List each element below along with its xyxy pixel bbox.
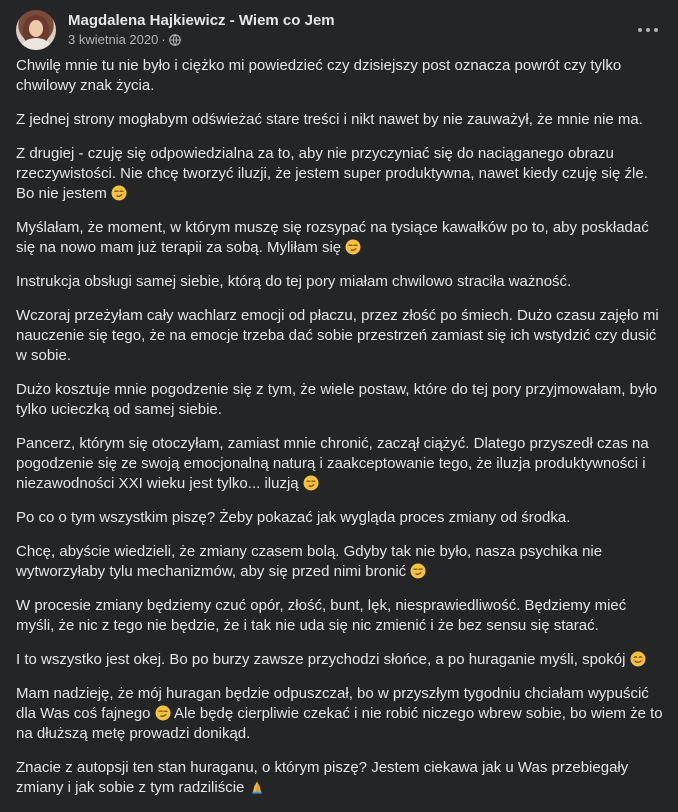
smirk-face-emoji-icon <box>410 563 426 579</box>
post-paragraph <box>16 218 664 258</box>
paragraph-text: Dużo kosztuje mnie pogodzenie się z tym, że wiele postaw, które do tej pory przyjmowałam, było tylko ucieczką od samej siebie. <box>16 381 658 418</box>
paragraph-text: Chcę, abyście wiedzieli, że zmiany czasem bolą. Gdyby tak nie było, nasza psychika nie wytworzyłaby tylu mechanizmów, aby się przed nimi bronić <box>16 543 603 580</box>
paragraph-text: I to wszystko jest okej. Bo po burzy zawsze przychodzi słońce, a po huraganie myśli, spokój <box>16 651 626 668</box>
paragraph-text: Mam nadzieję, że mój huragan będzie odpuszczał, bo w przyszłym tygodniu chciałam wypuścić dla Was coś fajnego <box>16 685 649 722</box>
paragraph-text: Po co o tym wszystkim piszę? Żeby pokazać jak wygląda proces zmiany od środka. <box>16 509 571 526</box>
paragraph-text: Chwilę mnie tu nie było i ciężko mi powiedzieć czy dzisiejszy post oznacza powrót czy tylko chwilowy znak życia. <box>16 57 622 94</box>
post-paragraph <box>16 508 664 528</box>
more-options-button[interactable] <box>630 12 666 48</box>
smirk-face-emoji-icon <box>303 475 319 491</box>
post-content <box>16 56 664 812</box>
post-paragraph <box>16 380 664 420</box>
paragraph-text: Myślałam, że moment, w którym muszę się rozsypać na tysiące kawałków po to, aby poskładać się na nowo mam już terapii za sobą. Myliłam się <box>16 219 649 256</box>
post-paragraph <box>16 758 664 798</box>
smirk-face-emoji-icon <box>345 239 361 255</box>
author-avatar[interactable] <box>16 10 56 50</box>
post-paragraph <box>16 272 664 292</box>
post-paragraph <box>16 144 664 204</box>
folded-hands-emoji-icon <box>249 779 265 795</box>
post-paragraph <box>16 596 664 636</box>
paragraph-text: Pancerz, którym się otoczyłam, zamiast mnie chronić, zaczął ciążyć. Dlatego przyszedł czas na pogodzenie się ze swoją emocjonalną naturą i zaakceptowanie tego, że iluzja produktywności i niezawodności XXI wieku jest tylko... iluzją <box>16 435 649 492</box>
paragraph-text: Z jednej strony mogłabym odświeżać stare treści i nikt nawet by nie zauważył, że mnie nie ma. <box>16 111 643 128</box>
paragraph-text: Instrukcja obsługi samej siebie, którą do tej pory miałam chwilowo straciła ważność. <box>16 273 572 290</box>
post-paragraph <box>16 650 664 670</box>
smirk-face-emoji-icon <box>155 705 171 721</box>
smiling-face-emoji-icon <box>630 651 646 667</box>
globe-icon[interactable] <box>169 34 181 46</box>
post-meta <box>68 32 181 47</box>
post-paragraph <box>16 542 664 582</box>
post-header <box>16 10 666 50</box>
paragraph-text: W procesie zmiany będziemy czuć opór, złość, bunt, lęk, niesprawiedliwość. Będziemy mieć myśli, że nic z tego nie będzie, że i tak nie uda się nic zmienić i że bez sensu się starać. <box>16 597 627 634</box>
paragraph-text: Znacie z autopsji ten stan huraganu, o którym piszę? Jestem ciekawa jak u Was przebiegały zmiany i jak sobie z tym radziliście <box>16 759 629 796</box>
paragraph-text-continued: Ale będę cierpliwie czekać i nie robić niczego wbrew sobie, bo wiem że to na dłuższą metę prowadzi donikąd. <box>16 705 663 742</box>
post-paragraph <box>16 434 664 494</box>
more-horizontal-icon <box>638 28 642 32</box>
post-paragraph <box>16 684 664 744</box>
author-name[interactable]: Magdalena Hajkiewicz - Wiem co Jem <box>68 12 335 29</box>
post-paragraph <box>16 56 664 96</box>
post-paragraph <box>16 306 664 366</box>
post-date[interactable]: 3 kwietnia 2020 <box>68 32 159 47</box>
paragraph-text: Z drugiej - czuję się odpowiedzialna za to, aby nie przyczyniać się do naciąganego obrazu rzeczywistości. Nie chcę tworzyć iluzji, że jestem super produktywna, nawet kiedy czuję się źle. Bo nie jestem <box>16 145 648 202</box>
post-paragraph <box>16 110 664 130</box>
smirk-face-emoji-icon <box>111 185 127 201</box>
meta-separator: · <box>161 32 166 47</box>
paragraph-text: Wczoraj przeżyłam cały wachlarz emocji od płaczu, przez złość po śmiech. Dużo czasu zajęło mi nauczenie się tego, że na emocje trzeba dać sobie przestrzeń zamiast się ich wstydzić czy dusić w sobie. <box>16 307 659 364</box>
